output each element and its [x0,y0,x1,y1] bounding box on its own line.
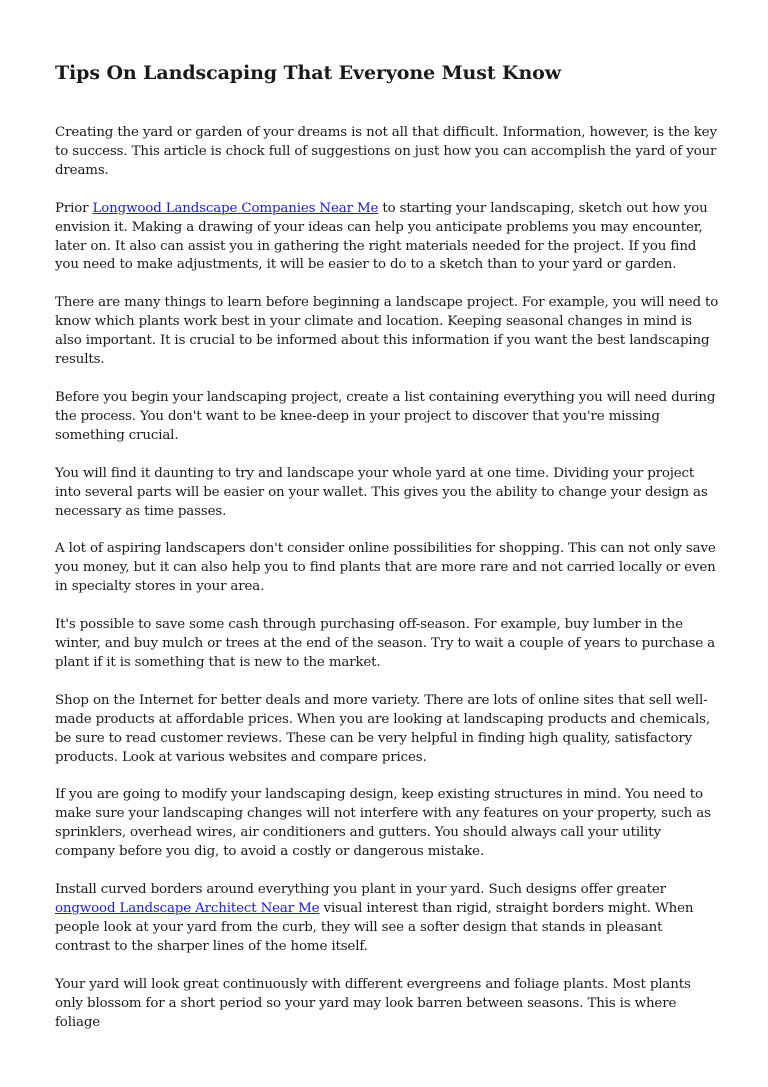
paragraph-evergreens: Your yard will look great continuously with different evergreens and foliage plants. Most plants only blossom for a short period so your yard may look barren between seasons. This is where foliage [55,976,691,1030]
longwood-landscape-companies-link[interactable]: Longwood Landscape Companies Near Me [92,200,379,216]
paragraph-structures: If you are going to modify your landscaping design, keep existing structures in mind. You need to make sure your landscaping changes will not interfere with any features on your property, such as sprinklers, overhead wires, air conditioners and gutters. You should always call your utility company before you dig, to avoid a costly or dangerous mistake. [55,787,711,860]
paragraph-borders [55,881,719,957]
paragraph-shop: Shop on the Internet for better deals and more variety. There are lots of online sites that sell well-made products at affordable prices. When you are looking at landscaping products and chemicals, be sure to read customer reviews. These can be very helpful in finding high quality, satisfactory products. Look at various websites and compare prices. [55,692,710,765]
paragraph-learn: There are many things to learn before beginning a landscape project. For example, you will need to know which plants work best in your climate and location. Keeping seasonal changes in mind is also important. It is crucial to be informed about this information if you want the best landscaping results. [55,295,719,368]
paragraph-online: A lot of aspiring landscapers don't consider online possibilities for shopping. This can not only save you money, but it can also help you to find plants that are more rare and not carried locally or even in specialty stores in your area. [55,541,716,595]
longwood-landscape-architect-link[interactable]: ongwood Landscape Architect Near Me [55,901,320,916]
paragraph-intro: Creating the yard or garden of your dreams is not all that difficult. Information, however, is the key to success. This article is chock full of suggestions on just how you can accomplish the yard of your dreams. [55,125,717,178]
paragraph-off-season: It's possible to save some cash through purchasing off-season. For example, buy lumber in the winter, and buy mulch or trees at the end of the season. Try to wait a couple of years to purchase a plant if it is something that is new to the market. [55,617,715,670]
paragraph-text: Install curved borders around everything you plant in your yard. Such designs offer greater [55,882,666,898]
paragraph-list: Before you begin your landscaping project, create a list containing everything you will need during the process. You don't want to be knee-deep in your project to discover that you're missing something crucial. [55,389,716,443]
paragraph-text: to starting your landscaping, sketch out how you envision it. Making a drawing of your ideas can help you anticipate problems you may encounter, later on. It also can assist you in gathering the right materials needed for the project. If you find you need to make adjustments, it will be easier to do to a sketch than to your yard or garden. [55,200,708,273]
page-title: Tips On Landscaping That Everyone Must Know [55,62,561,84]
document-page [55,58,719,1051]
paragraph-text: visual interest than rigid, straight borders might. When people look at your yard from the curb, they will see a softer design that stands in pleasant contrast to the sharper lines of the home itself. [55,901,694,954]
paragraph-text: Prior [55,200,93,216]
paragraph-parts: You will find it daunting to try and landscape your whole yard at one time. Dividing your project into several parts will be easier on your wallet. This gives you the ability to change your design as necessary as time passes. [55,465,708,519]
paragraph-sketch [55,200,719,276]
